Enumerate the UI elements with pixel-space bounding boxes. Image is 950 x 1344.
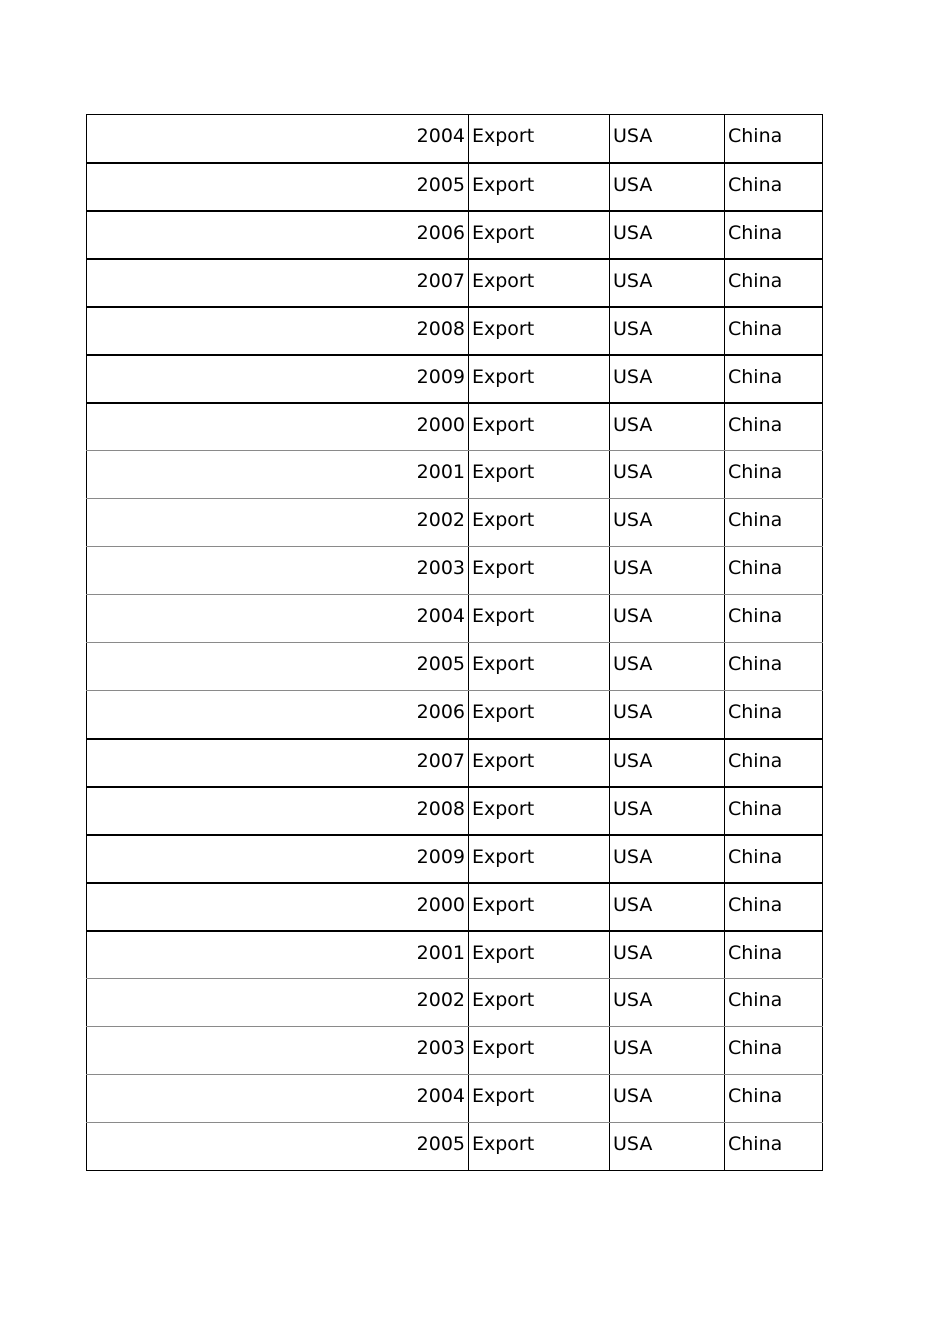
- reporter-country-cell: USA: [610, 739, 725, 787]
- flow-type-cell: Export: [469, 307, 610, 355]
- partner-country-cell: China: [725, 691, 823, 739]
- reporter-country-cell: USA: [610, 595, 725, 643]
- partner-country-cell: China: [725, 931, 823, 979]
- year-cell: 2009: [87, 835, 469, 883]
- year-cell: 2005: [87, 643, 469, 691]
- year-cell: 2002: [87, 979, 469, 1027]
- year-cell: 2003: [87, 547, 469, 595]
- flow-type-cell: Export: [469, 451, 610, 499]
- year-cell: 2008: [87, 787, 469, 835]
- reporter-country-cell: USA: [610, 979, 725, 1027]
- flow-type-cell: Export: [469, 979, 610, 1027]
- reporter-country-cell: USA: [610, 403, 725, 451]
- table-row: [87, 307, 823, 355]
- table-row: [87, 499, 823, 547]
- flow-type-cell: Export: [469, 355, 610, 403]
- year-cell: 2009: [87, 355, 469, 403]
- year-cell: 2005: [87, 1123, 469, 1171]
- reporter-country-cell: USA: [610, 931, 725, 979]
- table-row: [87, 643, 823, 691]
- year-cell: 2004: [87, 1075, 469, 1123]
- table-row: [87, 1027, 823, 1075]
- partner-country-cell: China: [725, 547, 823, 595]
- year-cell: 2000: [87, 403, 469, 451]
- flow-type-cell: Export: [469, 787, 610, 835]
- year-cell: 2004: [87, 595, 469, 643]
- partner-country-cell: China: [725, 403, 823, 451]
- partner-country-cell: China: [725, 1027, 823, 1075]
- flow-type-cell: Export: [469, 691, 610, 739]
- table-row: [87, 739, 823, 787]
- table-row: [87, 595, 823, 643]
- year-cell: 2006: [87, 691, 469, 739]
- partner-country-cell: China: [725, 787, 823, 835]
- reporter-country-cell: USA: [610, 1027, 725, 1075]
- reporter-country-cell: USA: [610, 163, 725, 211]
- flow-type-cell: Export: [469, 595, 610, 643]
- year-cell: 2008: [87, 307, 469, 355]
- flow-type-cell: Export: [469, 835, 610, 883]
- table-row: [87, 403, 823, 451]
- reporter-country-cell: USA: [610, 499, 725, 547]
- flow-type-cell: Export: [469, 163, 610, 211]
- table-row: [87, 355, 823, 403]
- partner-country-cell: China: [725, 259, 823, 307]
- flow-type-cell: Export: [469, 259, 610, 307]
- partner-country-cell: China: [725, 1075, 823, 1123]
- reporter-country-cell: USA: [610, 883, 725, 931]
- partner-country-cell: China: [725, 211, 823, 259]
- year-cell: 2000: [87, 883, 469, 931]
- flow-type-cell: Export: [469, 499, 610, 547]
- flow-type-cell: Export: [469, 1027, 610, 1075]
- partner-country-cell: China: [725, 979, 823, 1027]
- flow-type-cell: Export: [469, 883, 610, 931]
- reporter-country-cell: USA: [610, 643, 725, 691]
- year-cell: 2006: [87, 211, 469, 259]
- year-cell: 2004: [87, 115, 469, 163]
- table-row: [87, 691, 823, 739]
- table-row: [87, 931, 823, 979]
- table-row: [87, 211, 823, 259]
- table-body: [87, 115, 823, 1171]
- reporter-country-cell: USA: [610, 835, 725, 883]
- partner-country-cell: China: [725, 115, 823, 163]
- table-row: [87, 115, 823, 163]
- flow-type-cell: Export: [469, 1075, 610, 1123]
- flow-type-cell: Export: [469, 643, 610, 691]
- table-row: [87, 979, 823, 1027]
- year-cell: 2001: [87, 931, 469, 979]
- partner-country-cell: China: [725, 307, 823, 355]
- flow-type-cell: Export: [469, 211, 610, 259]
- partner-country-cell: China: [725, 595, 823, 643]
- flow-type-cell: Export: [469, 403, 610, 451]
- reporter-country-cell: USA: [610, 307, 725, 355]
- partner-country-cell: China: [725, 499, 823, 547]
- year-cell: 2005: [87, 163, 469, 211]
- reporter-country-cell: USA: [610, 1075, 725, 1123]
- table-row: [87, 547, 823, 595]
- table-row: [87, 1075, 823, 1123]
- table-row: [87, 451, 823, 499]
- year-cell: 2002: [87, 499, 469, 547]
- table-row: [87, 835, 823, 883]
- partner-country-cell: China: [725, 355, 823, 403]
- partner-country-cell: China: [725, 835, 823, 883]
- flow-type-cell: Export: [469, 115, 610, 163]
- flow-type-cell: Export: [469, 739, 610, 787]
- flow-type-cell: Export: [469, 547, 610, 595]
- reporter-country-cell: USA: [610, 259, 725, 307]
- partner-country-cell: China: [725, 1123, 823, 1171]
- year-cell: 2003: [87, 1027, 469, 1075]
- year-cell: 2007: [87, 259, 469, 307]
- table-row: [87, 883, 823, 931]
- table-row: [87, 787, 823, 835]
- reporter-country-cell: USA: [610, 451, 725, 499]
- partner-country-cell: China: [725, 163, 823, 211]
- reporter-country-cell: USA: [610, 1123, 725, 1171]
- reporter-country-cell: USA: [610, 691, 725, 739]
- table-row: [87, 163, 823, 211]
- year-cell: 2001: [87, 451, 469, 499]
- data-table: [86, 114, 823, 1171]
- partner-country-cell: China: [725, 883, 823, 931]
- partner-country-cell: China: [725, 739, 823, 787]
- partner-country-cell: China: [725, 451, 823, 499]
- reporter-country-cell: USA: [610, 115, 725, 163]
- reporter-country-cell: USA: [610, 547, 725, 595]
- table-row: [87, 1123, 823, 1171]
- spreadsheet-page: [86, 114, 822, 1171]
- year-cell: 2007: [87, 739, 469, 787]
- partner-country-cell: China: [725, 643, 823, 691]
- reporter-country-cell: USA: [610, 787, 725, 835]
- reporter-country-cell: USA: [610, 355, 725, 403]
- flow-type-cell: Export: [469, 1123, 610, 1171]
- flow-type-cell: Export: [469, 931, 610, 979]
- reporter-country-cell: USA: [610, 211, 725, 259]
- table-row: [87, 259, 823, 307]
